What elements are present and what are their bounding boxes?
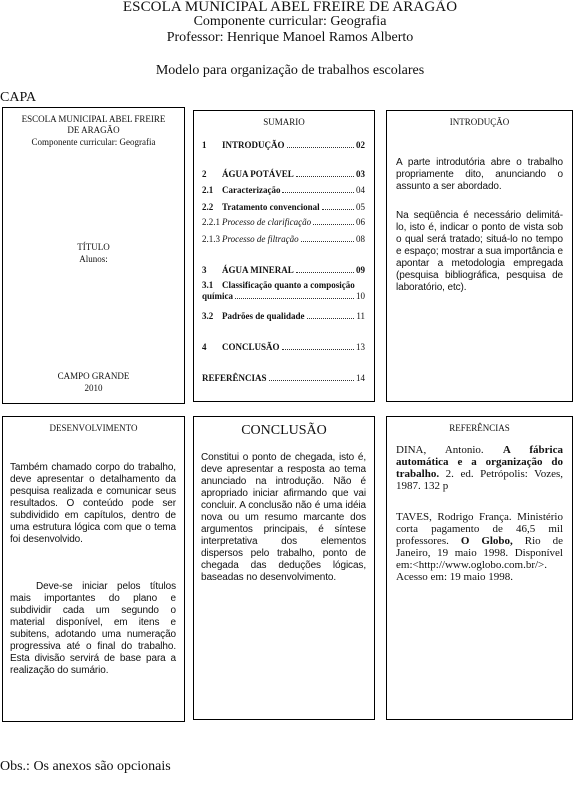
reference-2-details: Rio de Janeiro, 19 maio 1998. Disponível em:<http://www.oglobo.com.br/>. Acesso em: 19 maio 1998. — [396, 535, 563, 583]
subject-line: Componente curricular: Geografia — [193, 14, 387, 29]
toc-entry: 3.1 Classificação quanto a composição química 10 — [202, 280, 365, 301]
reference-1-details: 2. ed. Petrópolis: Vozes, 1987. 132 p — [396, 468, 563, 492]
obs-note: Obs.: Os anexos são opcionais — [0, 759, 171, 774]
capa-students-label: Alunos: — [79, 254, 108, 264]
toc-entry: 4 CONCLUSÃO 13 — [202, 342, 365, 352]
teacher-line: Professor: Henrique Manoel Ramos Alberto — [166, 30, 414, 45]
capa-title-label: TÍTULO — [77, 242, 110, 252]
model-title: Modelo para organização de trabalhos escolares — [155, 63, 425, 78]
desenvolvimento-heading: DESENVOLVIMENTO — [49, 423, 138, 433]
introducao-paragraph-1: A parte introdutória abre o trabalho propriamente dito, anunciando o assunto a ser abordado. — [396, 157, 563, 192]
reference-1 — [396, 444, 563, 492]
desenvolvimento-page — [2, 416, 185, 722]
conclusao-page — [193, 416, 375, 720]
desenvolvimento-paragraph-1: Também chamado corpo do trabalho, deve apresentar o detalhamento da pesquisa realizada e comunicar seus resultados. O conteúdo pode ser subdividido em capítulos, dentro de uma estrutura lógica com que o tema foi desenvolvido. — [10, 462, 176, 545]
introducao-paragraph-2: Na seqüência é necessário delimitá-lo, isto é, indicar o ponto de vista sob o qual será tratado; situá-lo no tempo e espaço; mostrar a sua importância e apontar a metodologia empregada (pesquisa bibliográfica, pesquisa de laboratório, etc). — [396, 210, 563, 293]
introducao-page — [386, 110, 573, 402]
capa-page — [2, 107, 185, 404]
reference-2-source: O Globo, — [460, 535, 513, 547]
referencias-page — [386, 416, 573, 720]
toc-entry: REFERÊNCIAS 14 — [202, 373, 365, 383]
capa-label: CAPA — [0, 90, 37, 105]
reference-1-title: A fábrica automática e a organização do trabalho. — [396, 444, 563, 480]
toc-entry: 3 ÁGUA MINERAL 09 — [202, 265, 365, 275]
capa-school-line1: ESCOLA MUNICIPAL ABEL FREIRE — [21, 114, 166, 124]
capa-school-line2: DE ARAGÃO — [67, 125, 120, 135]
conclusao-heading: CONCLUSÃO — [241, 423, 327, 438]
capa-subject: Componente curricular: Geografia — [31, 137, 156, 147]
toc-entry: 2.2 Tratamento convencional 05 — [202, 202, 365, 212]
school-title: ESCOLA MUNICIPAL ABEL FREIRE DE ARAGÃO — [122, 0, 458, 15]
toc-entry: 3.2 Padrões de qualidade 11 — [202, 311, 365, 321]
introducao-heading: INTRODUÇÃO — [449, 117, 510, 127]
toc-entry: 2.2.1 Processo de clarificação 06 — [202, 217, 365, 227]
conclusao-paragraph: Constitui o ponto de chegada, isto é, deve apresentar a resposta ao tema anunciado na introdução. Não é apropriado iniciar afirmando que vai concluir. A conclusão não é uma idéia nova ou um resumo marcante dos argumentos principais, é síntese interpretativa dos elementos dispersos pelo trabalho, ponto de chegada das deduções lógicas, baseadas no desenvolvimento. — [201, 452, 366, 583]
toc-entry: 2.1.3 Processo de filtração 08 — [202, 234, 365, 244]
toc-entry: 2.1 Caracterização 04 — [202, 185, 365, 195]
capa-city: CAMPO GRANDE — [57, 371, 130, 381]
sumario-heading: SUMARIO — [263, 117, 305, 127]
reference-2 — [396, 511, 563, 583]
toc-entry: 1 INTRODUÇÃO 02 — [202, 140, 365, 150]
reference-2-author: TAVES, Rodrigo França. Ministério corta pagamento de 46,5 mil professores. — [396, 511, 563, 547]
desenvolvimento-paragraph-2: Deve-se iniciar pelos títulos mais importantes do plano e subdividir cada um segundo o material disponível, em itens e subitens, adotando uma numeração progressiva até o final do trabalho. Esta divisão servirá de base para a realização do sumário. — [10, 581, 176, 676]
capa-year: 2010 — [84, 383, 103, 393]
referencias-heading: REFERÊNCIAS — [449, 423, 510, 433]
toc-entry: 2 ÁGUA POTÁVEL 03 — [202, 169, 365, 179]
sumario-page — [193, 110, 375, 402]
reference-1-author: DINA, Antonio. — [396, 444, 484, 456]
